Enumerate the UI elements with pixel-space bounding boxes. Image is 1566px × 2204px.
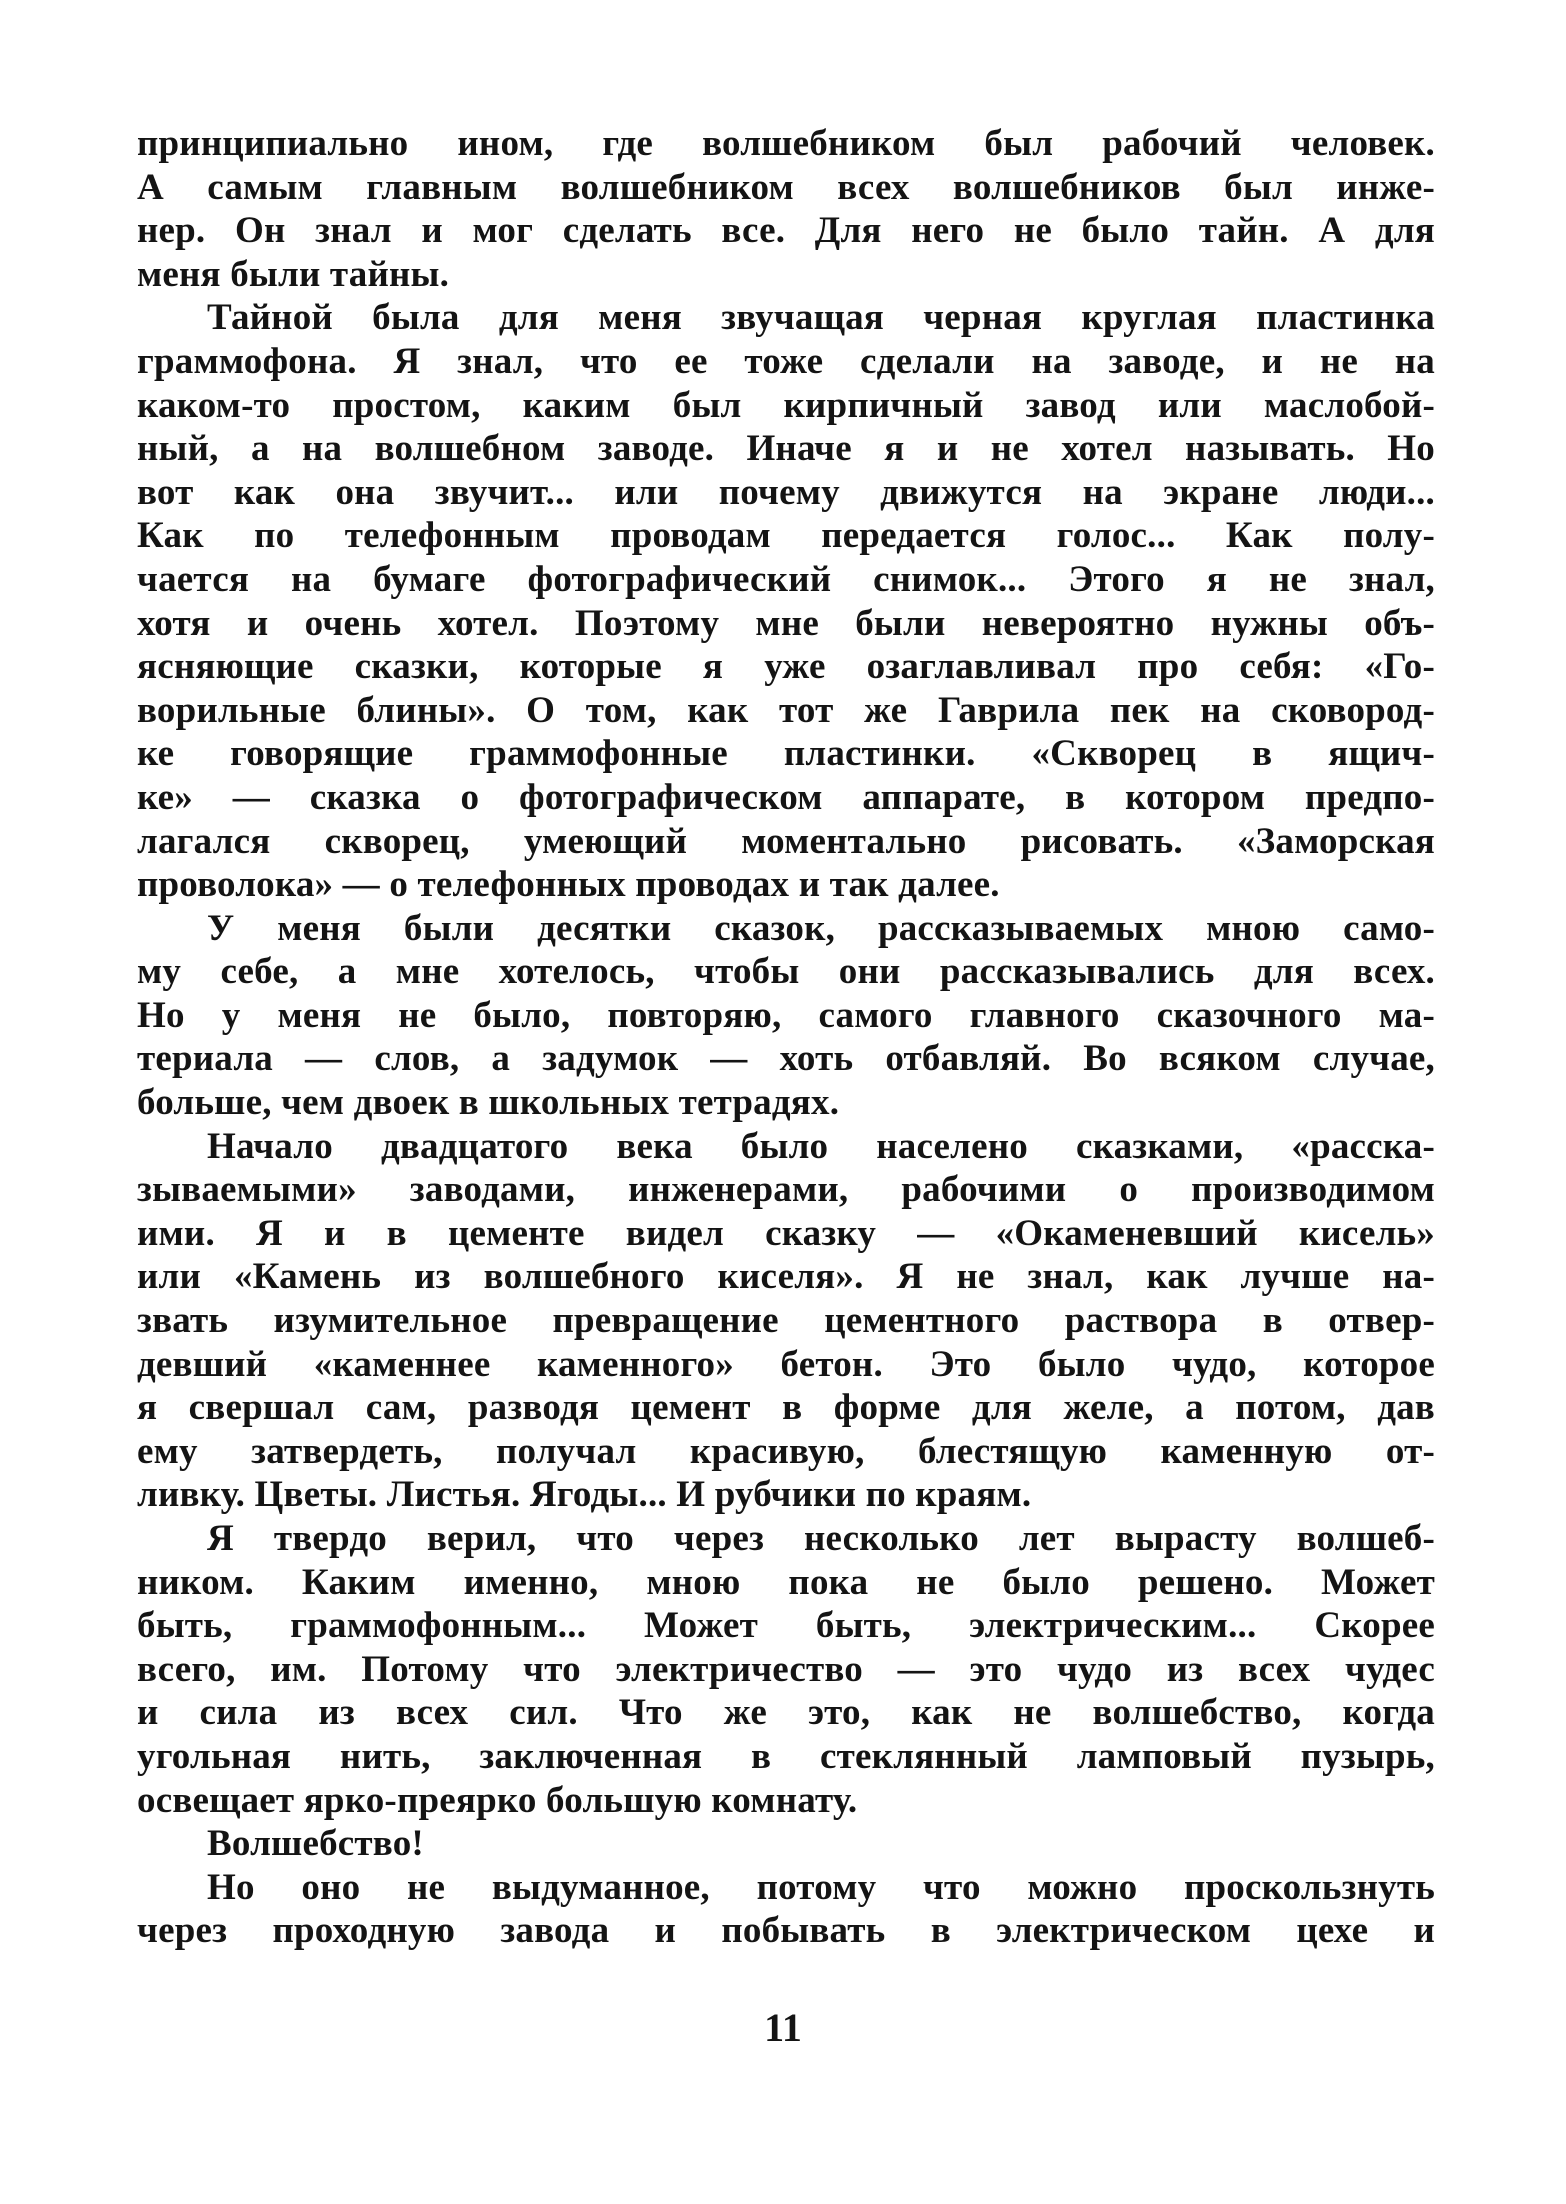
text-line: чается на бумаге фотографический снимок... Этого я не знал,	[137, 558, 1435, 600]
text-line: девший «каменнее каменного» бетон. Это было чудо, которое	[137, 1343, 1435, 1385]
text-line: ливку. Цветы. Листья. Ягоды... И рубчики по краям.	[137, 1474, 1032, 1516]
text-line: больше, чем двоек в школьных тетрадях.	[137, 1082, 840, 1124]
text-line: ником. Каким именно, мною пока не было решено. Может	[137, 1561, 1435, 1603]
text-line: нер. Он знал и мог сделать все. Для него не было тайн. А для	[137, 210, 1435, 252]
text-line: быть, граммофонным... Может быть, электрическим... Скорее	[137, 1605, 1435, 1647]
text-line: проволока» — о телефонных проводах и так далее.	[137, 864, 1000, 906]
text-line: териала — слов, а задумок — хоть отбавляй. Во всяком случае,	[137, 1038, 1435, 1080]
text-line: А самым главным волшебником всех волшебников был инже-	[137, 166, 1435, 208]
text-line: звать изумительное превращение цементного раствора в отвер-	[137, 1300, 1435, 1342]
text-line: освещает ярко-преярко большую комнату.	[137, 1779, 858, 1821]
text-line: вот как она звучит... или почему движутся на экране люди...	[137, 471, 1435, 513]
text-line: всего, им. Потому что электричество — это чудо из всех чудес	[137, 1648, 1435, 1690]
text-line: Но у меня не было, повторяю, самого главного сказочного ма-	[137, 994, 1435, 1036]
text-line: ке» — сказка о фотографическом аппарате, в котором предпо-	[137, 776, 1435, 818]
text-line: ный, а на волшебном заводе. Иначе я и не хотел называть. Но	[137, 428, 1435, 470]
text-line: Тайной была для меня звучащая черная круглая пластинка	[207, 297, 1435, 339]
text-line: через проходную завода и побывать в электрическом цехе и	[137, 1910, 1435, 1952]
text-line: меня были тайны.	[137, 253, 450, 295]
text-line: я свершал сам, разводя цемент в форме для желе, а потом, дав	[137, 1387, 1435, 1429]
text-line: зываемыми» заводами, инженерами, рабочими о производимом	[137, 1169, 1435, 1211]
text-line: угольная нить, заключенная в стеклянный ламповый пузырь,	[137, 1735, 1435, 1777]
text-line: или «Камень из волшебного киселя». Я не знал, как лучше на-	[137, 1256, 1435, 1298]
text-line: каком-то простом, каким был кирпичный завод или маслобой-	[137, 384, 1435, 426]
text-line: му себе, а мне хотелось, чтобы они рассказывались для всех.	[137, 951, 1435, 993]
text-line: граммофона. Я знал, что ее тоже сделали на заводе, и не на	[137, 340, 1435, 382]
text-line: принципиально ином, где волшебником был рабочий человек.	[137, 123, 1435, 164]
text-line: и сила из всех сил. Что же это, как не волшебство, когда	[137, 1692, 1435, 1734]
text-line: ворильные блины». О том, как тот же Гаврила пек на сковород-	[137, 689, 1435, 731]
text-line: ему затвердеть, получал красивую, блестящую каменную от-	[137, 1430, 1435, 1472]
text-line: ясняющие сказки, которые я уже озаглавливал про себя: «Го-	[137, 646, 1435, 688]
text-line: ими. Я и в цементе видел сказку — «Окаменевший кисель»	[137, 1212, 1435, 1254]
text-line: ке говорящие граммофонные пластинки. «Скворец в ящич-	[137, 733, 1435, 775]
text-line: Но оно не выдуманное, потому что можно проскользнуть	[207, 1866, 1435, 1908]
text-line: Волшебство!	[207, 1823, 424, 1865]
text-line: Как по телефонным проводам передается голос... Как полу-	[137, 515, 1435, 557]
text-line: хотя и очень хотел. Поэтому мне были невероятно нужны объ-	[137, 602, 1435, 644]
text-line: Я твердо верил, что через несколько лет выраcту волшеб-	[207, 1518, 1435, 1559]
body-text	[137, 122, 1435, 1953]
text-line: Начало двадцатого века было населено сказками, «расска-	[207, 1125, 1435, 1167]
text-line: лагался скворец, умеющий моментально рисовать. «Заморская	[137, 820, 1435, 862]
text-line: У меня были десятки сказок, рассказываемых мною само-	[207, 907, 1435, 949]
page-number: 11	[764, 2005, 802, 2050]
